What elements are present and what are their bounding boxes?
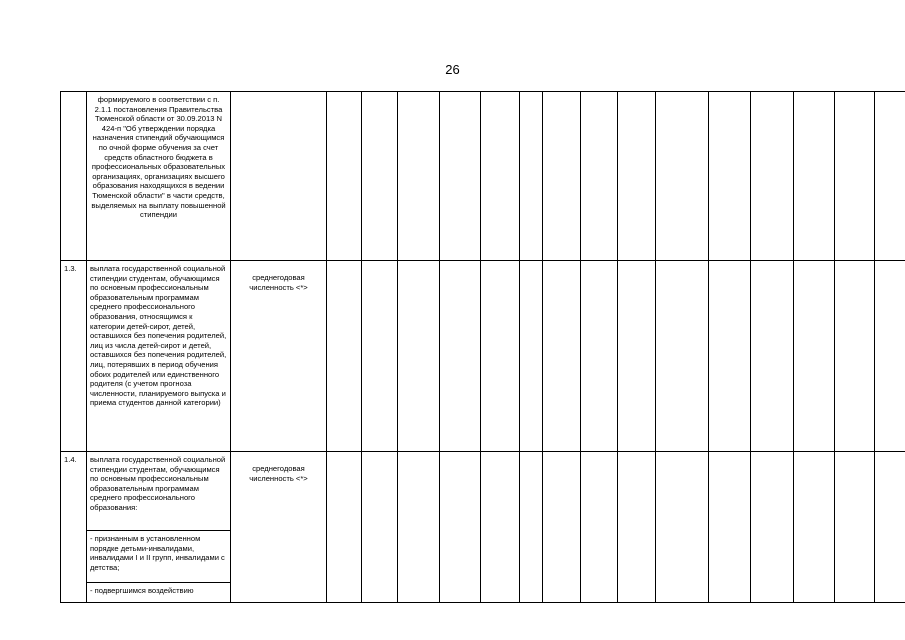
value-cell — [520, 261, 543, 452]
table-row — [61, 261, 905, 452]
value-cell — [875, 452, 905, 603]
row-description: выплата государственной социальной стипендии студентам, обучающимся по основным профессиональным образовательным программам среднего профессионального образования, относящимся к категории детей-сирот, детей, оставшихся без попечения родителей, лиц из числа детей-сирот и детей, оставшихся без попечения родителей, лиц, потерявших в период обучения обоих родителей или единственного родителя (с учетом прогноза численности, планируемого выпуска и приема студентов данной категории) — [87, 261, 231, 452]
row-description: выплата государственной социальной стипендии студентам, обучающимся по основным профессиональным образовательным программам среднего профессионального образования: — [87, 452, 231, 531]
value-cell — [398, 92, 440, 261]
value-cell — [709, 261, 751, 452]
subrow-description: - подвергшимся воздействию — [87, 583, 231, 603]
value-cell — [481, 452, 520, 603]
value-cell — [543, 92, 581, 261]
value-cell — [398, 261, 440, 452]
value-cell — [709, 452, 751, 603]
value-cell — [751, 452, 794, 603]
subrow-description: - признанным в установленном порядке детьми-инвалидами, инвалидами I и II групп, инвалидами с детства; — [87, 531, 231, 583]
value-cell — [875, 261, 905, 452]
value-cell — [751, 92, 794, 261]
value-cell — [520, 452, 543, 603]
row-unit — [231, 92, 327, 261]
value-cell — [794, 261, 835, 452]
row-number: 1.3. — [61, 261, 87, 452]
table-row — [61, 92, 905, 261]
value-cell — [709, 92, 751, 261]
value-cell — [327, 452, 362, 603]
row-number — [61, 92, 87, 261]
value-cell — [327, 261, 362, 452]
value-cell — [656, 92, 709, 261]
value-cell — [543, 452, 581, 603]
row-unit: среднегодовая численность <*> — [231, 452, 327, 603]
value-cell — [520, 92, 543, 261]
value-cell — [835, 92, 875, 261]
value-cell — [656, 261, 709, 452]
value-cell — [618, 92, 656, 261]
row-unit: среднегодовая численность <*> — [231, 261, 327, 452]
value-cell — [875, 92, 905, 261]
page-number: 26 — [445, 62, 460, 77]
table-row — [61, 452, 905, 531]
value-cell — [581, 261, 618, 452]
value-cell — [618, 261, 656, 452]
value-cell — [440, 261, 481, 452]
value-cell — [481, 92, 520, 261]
value-cell — [398, 452, 440, 603]
budget-table — [60, 91, 905, 603]
value-cell — [618, 452, 656, 603]
value-cell — [543, 261, 581, 452]
value-cell — [440, 92, 481, 261]
row-description: формируемого в соответствии с п. 2.1.1 постановления Правительства Тюменской области от 30.09.2013 N 424-п "Об утверждении порядка назначения стипендий обучающимся по очной форме обучения за счет средств областного бюджета в профессиональных образовательных организациях, организациях высшего образования находящихся в ведении Тюменской области" в части средств, выделяемых на выплату повышенной стипендии — [87, 92, 231, 261]
value-cell — [751, 261, 794, 452]
value-cell — [794, 92, 835, 261]
value-cell — [362, 92, 398, 261]
value-cell — [581, 452, 618, 603]
value-cell — [327, 92, 362, 261]
value-cell — [362, 261, 398, 452]
value-cell — [835, 452, 875, 603]
value-cell — [835, 261, 875, 452]
row-number: 1.4. — [61, 452, 87, 603]
value-cell — [481, 261, 520, 452]
value-cell — [440, 452, 481, 603]
value-cell — [581, 92, 618, 261]
value-cell — [362, 452, 398, 603]
value-cell — [656, 452, 709, 603]
value-cell — [794, 452, 835, 603]
